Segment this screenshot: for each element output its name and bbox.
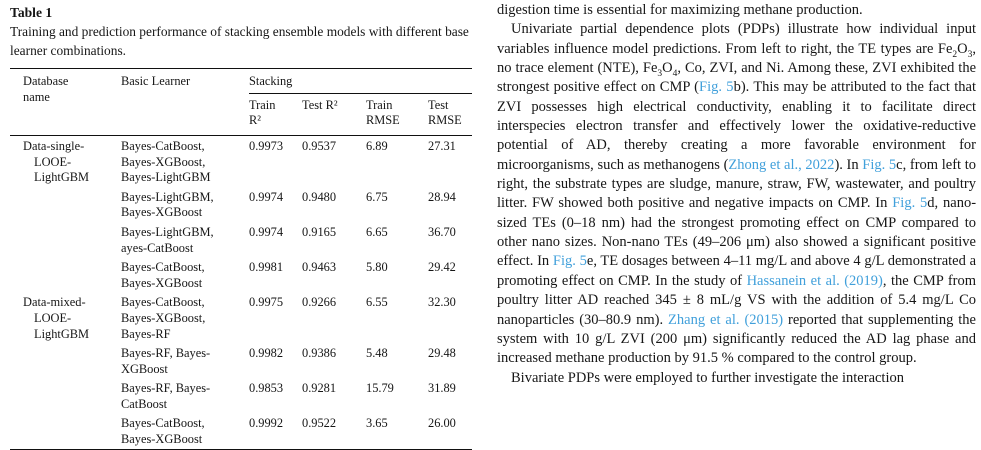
citation-link[interactable]: Hassanein et al. (2019): [746, 272, 883, 289]
cell-line: Bayes-CatBoost,: [121, 416, 205, 431]
learner-cell: [121, 222, 249, 257]
subheader-cell: [428, 93, 472, 135]
value-cell: 6.65: [366, 224, 388, 239]
paragraph: [497, 1, 976, 20]
value-cell: 36.70: [428, 224, 456, 239]
cell-line: RMSE: [428, 113, 462, 128]
subscript-text: 4: [672, 68, 678, 79]
cell-line: LOOE-: [34, 310, 72, 325]
cell-line: Bayes-RF: [121, 326, 171, 341]
cell-line: LightGBM: [34, 326, 90, 341]
table-row: [10, 135, 472, 186]
text-segment: , no trace element (NTE), Fe: [497, 40, 976, 77]
text-segment: b). This may be attributed to the fact that ZVI possesses high electrical conductivity, enabling it to facilitate direct interspecies electron transfer and effectively lower the oxidative-reductive potential of AD, thereby creating a more favorable environment for microorganisms, such as methanogens (: [497, 79, 977, 173]
cell-line: Bayes-XGBoost: [121, 275, 203, 290]
cell-line: RMSE: [366, 113, 400, 128]
value-cell: 27.31: [428, 138, 456, 153]
subscript-text: 3: [967, 49, 973, 60]
text-segment: , the CMP from poultry litter AD reached 345 ± 8 mL/g VS with the addition of 5.4 mg/L Co nanoparticles (30–80.9 nm).: [497, 272, 976, 328]
citation-link[interactable]: Fig. 5: [552, 253, 587, 270]
table-caption: Training and prediction performance of stacking ensemble models with different base learner combinations.: [10, 24, 469, 58]
value-cell: 0.9975: [249, 295, 284, 310]
value-cell: 0.9522: [302, 416, 337, 431]
paragraph: [497, 369, 976, 388]
subscript-text: 3: [657, 68, 663, 79]
cell-line: R²: [249, 113, 261, 128]
subheader-cell: [366, 93, 428, 135]
table-panel: [10, 4, 474, 450]
value-cell: 29.48: [428, 346, 456, 361]
value-cell: 6.89: [366, 138, 388, 153]
learner-cell: [121, 135, 249, 186]
cell-line: ayes-CatBoost: [121, 240, 194, 255]
text-segment: O: [662, 60, 673, 77]
value-cell: 6.75: [366, 189, 388, 204]
citation-link[interactable]: Zhang et al. (2015): [668, 311, 784, 328]
value-cell: 5.48: [366, 346, 388, 361]
article-column: [497, 1, 976, 388]
header-basic-learner: Basic Learner: [121, 69, 249, 136]
text-segment: Univariate partial dependence plots (PDPs) illustrate how individual input variables influence model predictions. From left to right, the TE types are Fe: [497, 21, 976, 57]
cell-line: Bayes-LightGBM,: [121, 189, 214, 204]
results-table-container: [10, 68, 474, 449]
text-segment: O: [957, 40, 968, 57]
table-body: [10, 135, 472, 449]
value-cell: 0.9982: [249, 346, 284, 361]
cell-line: CatBoost: [121, 396, 168, 411]
value-cell: 0.9853: [249, 381, 284, 396]
learner-cell: [121, 292, 249, 343]
table-row: [10, 292, 472, 343]
cell-line: Bayes-CatBoost,: [121, 260, 205, 275]
cell-line: Database: [23, 74, 69, 89]
cell-line: LightGBM: [34, 170, 90, 185]
cell-line: Bayes-LightGBM: [121, 170, 211, 185]
cell-line: Bayes-CatBoost,: [121, 138, 205, 153]
table-header: [10, 69, 472, 136]
citation-link[interactable]: Fig. 5: [892, 195, 928, 212]
learner-cell: [121, 343, 249, 378]
cell-line: Bayes-XGBoost: [121, 432, 203, 447]
learner-cell: [121, 257, 249, 292]
results-table: [10, 68, 472, 449]
cell-line: Bayes-XGBoost,: [121, 310, 206, 325]
text-segment: reported that supplementing the system with 10 g/L ZVI (200 μm) significantly reduced the AD lag phase and increased methane production by 91.5 % compared to the control group.: [497, 311, 976, 367]
subheader-cell: [249, 93, 302, 135]
value-cell: 6.55: [366, 295, 388, 310]
value-cell: 0.9463: [302, 260, 337, 275]
value-cell: 0.9266: [302, 295, 337, 310]
text-segment: ). In: [834, 156, 863, 173]
value-cell: 0.9281: [302, 381, 337, 396]
value-cell: 0.9974: [249, 189, 284, 204]
cell-line: name: [23, 89, 50, 104]
cell-line: Test R²: [302, 97, 338, 112]
value-cell: 0.9165: [302, 224, 337, 239]
value-cell: 32.30: [428, 295, 456, 310]
text-segment: Bivariate PDPs were employed to further investigate the interaction: [511, 369, 904, 386]
header-database-name: [10, 69, 121, 136]
text-segment: , Co, ZVI, and Ni. Among these, ZVI exhibited the strongest positive effect on CMP (: [497, 60, 977, 96]
value-cell: 31.89: [428, 381, 456, 396]
value-cell: 26.00: [428, 416, 456, 431]
paragraph: [497, 20, 976, 368]
cell-line: Bayes-XGBoost,: [121, 154, 206, 169]
citation-link[interactable]: Fig. 5: [699, 79, 734, 96]
value-cell: 3.65: [366, 416, 388, 431]
text-segment: d, nano-sized TEs (0–18 nm) had the strongest promoting effect on CMP compared to other nano sizes. Non-nano TEs (49–206 μm) also showed a significant positive effect. In: [497, 195, 977, 270]
text-segment: c, from left to right, the substrate types are sludge, manure, straw, FW, wastewater, and poultry litter. FW showed both positive and negative impacts on CMP. In: [497, 156, 976, 212]
text-segment: digestion time is essential for maximizing methane production.: [497, 2, 863, 18]
cell-line: Bayes-LightGBM,: [121, 224, 214, 239]
value-cell: 0.9974: [249, 224, 284, 239]
database-name-cell: [10, 135, 121, 292]
cell-line: Bayes-CatBoost,: [121, 295, 205, 310]
cell-line: Data-single-: [23, 138, 85, 153]
cell-line: Data-mixed-: [23, 295, 86, 310]
subheader-cell: [302, 93, 366, 135]
header-row: [10, 69, 472, 94]
subscript-text: 2: [952, 49, 958, 60]
table-label: Table 1: [10, 5, 53, 20]
learner-cell: [121, 378, 249, 413]
citation-link[interactable]: Fig. 5: [862, 156, 897, 173]
cell-line: Train: [366, 97, 393, 112]
header-stacking: Stacking: [249, 69, 472, 94]
text-segment: e, TE dosages between 4–11 mg/L and above 4 g/L demonstrated a promoting effect on CMP. In the study of: [497, 253, 977, 289]
value-cell: 29.42: [428, 260, 456, 275]
value-cell: 0.9480: [302, 189, 337, 204]
value-cell: 5.80: [366, 260, 388, 275]
value-cell: 28.94: [428, 189, 456, 204]
learner-cell: [121, 187, 249, 222]
cell-line: Bayes-RF, Bayes-: [121, 381, 211, 396]
citation-link[interactable]: Zhong et al., 2022: [728, 156, 835, 173]
cell-line: Bayes-RF, Bayes-: [121, 346, 211, 361]
cell-line: Train: [249, 97, 276, 112]
learner-cell: [121, 413, 249, 449]
cell-line: Test: [428, 97, 449, 112]
value-cell: 0.9537: [302, 138, 337, 153]
value-cell: 0.9992: [249, 416, 284, 431]
value-cell: 0.9386: [302, 346, 337, 361]
value-cell: 15.79: [366, 381, 394, 396]
cell-line: XGBoost: [121, 361, 168, 376]
value-cell: 0.9981: [249, 260, 284, 275]
cell-line: LOOE-: [34, 154, 72, 169]
value-cell: 0.9973: [249, 138, 284, 153]
cell-line: Bayes-XGBoost: [121, 205, 203, 220]
